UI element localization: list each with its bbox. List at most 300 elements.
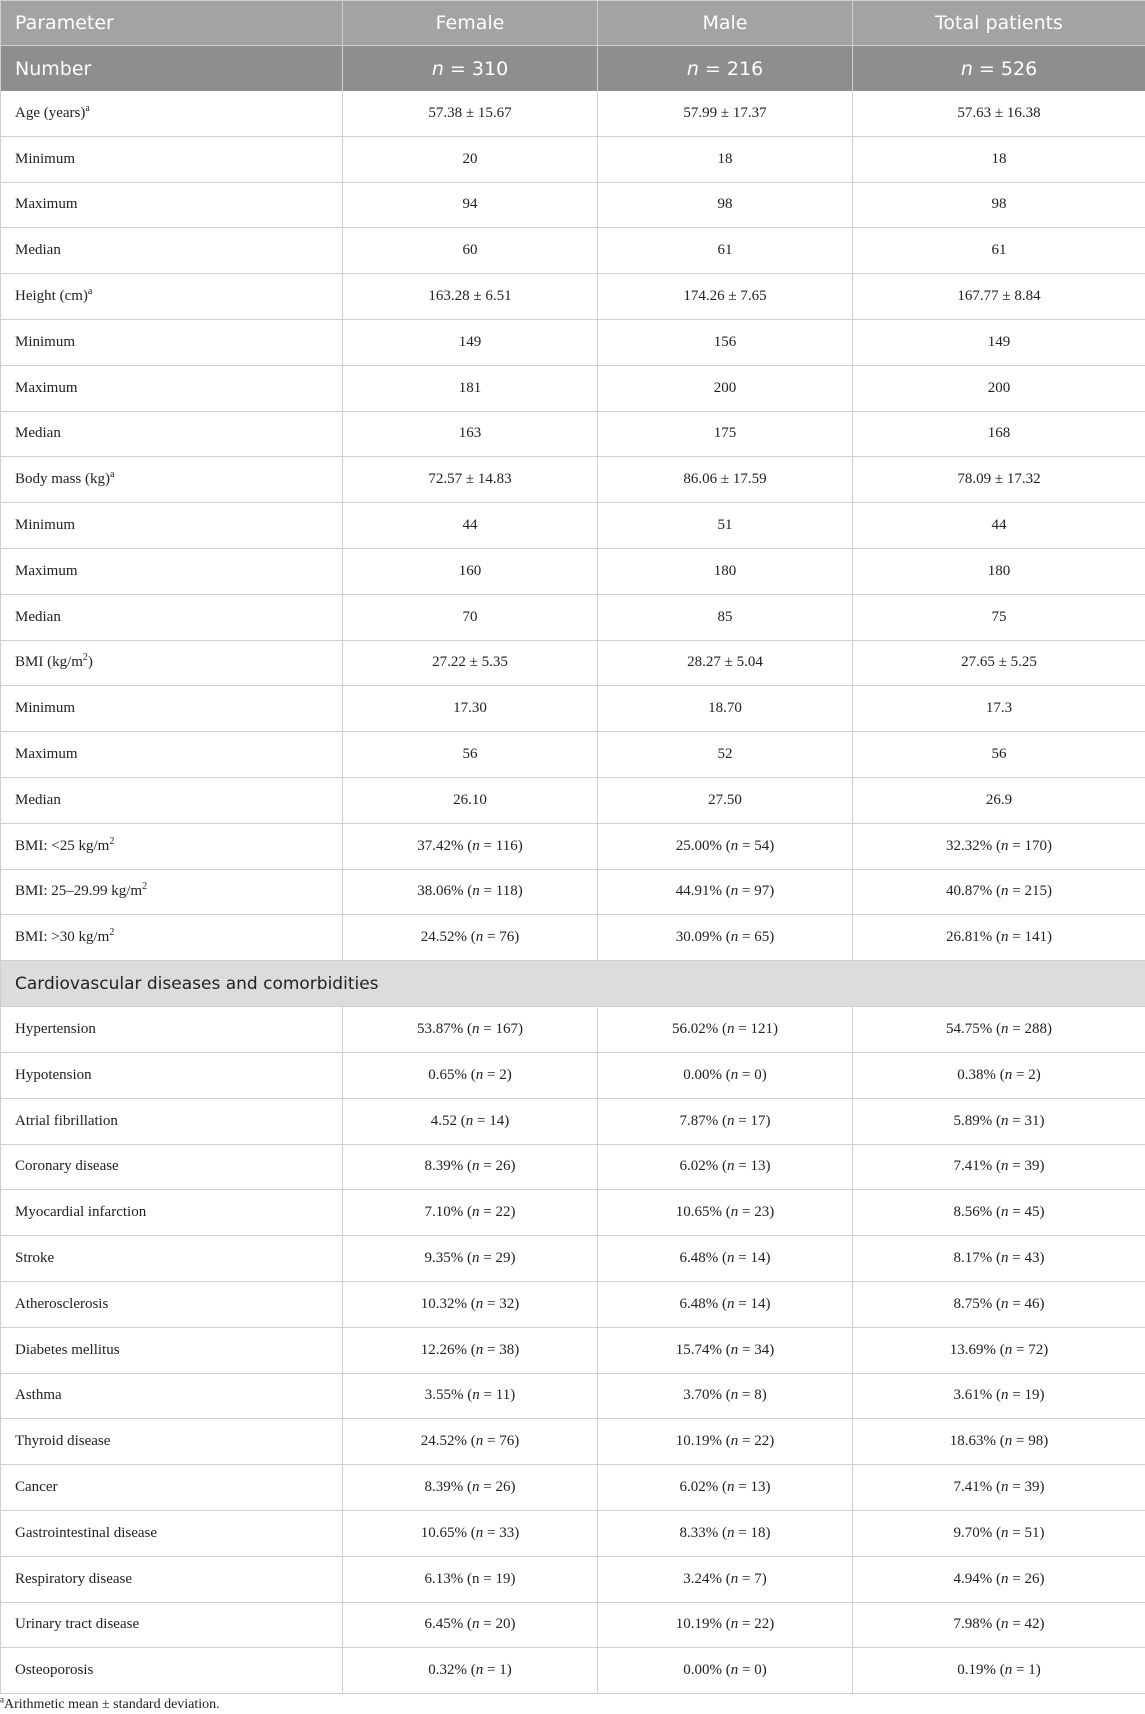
row-label <box>1 1510 343 1556</box>
number-female <box>343 46 598 92</box>
count-value: = 14) <box>734 1250 771 1267</box>
female-value <box>343 869 598 915</box>
table-footnote <box>0 1694 220 1713</box>
label-text: Age (years) <box>15 104 86 121</box>
table-row <box>1 686 1145 732</box>
count-value: = 51) <box>1008 1524 1045 1541</box>
percent-value: 12.26% ( <box>420 1341 476 1358</box>
total-value <box>853 1602 1145 1648</box>
female-value <box>343 1236 598 1282</box>
total-value <box>853 869 1145 915</box>
n-variable: n <box>730 929 739 946</box>
n-variable: n <box>730 1616 739 1633</box>
label-text: Atherosclerosis <box>15 1295 109 1312</box>
male-value: 18 <box>598 136 853 182</box>
label-superscript: a <box>87 286 93 298</box>
percent-value: 0.19% ( <box>957 1662 1005 1679</box>
female-value: 181 <box>343 365 598 411</box>
percent-value: 7.98% ( <box>953 1616 1002 1633</box>
percent-value: 18.63% ( <box>949 1433 1005 1450</box>
female-value: 20 <box>343 136 598 182</box>
label-text: Height (cm) <box>15 288 88 305</box>
n-variable: n <box>1004 1662 1013 1679</box>
row-label <box>1 1373 343 1419</box>
n-variable: n <box>727 1158 735 1175</box>
label-text: Atrial fibrillation <box>15 1112 118 1129</box>
header-total-patients: Total patients <box>853 1 1145 46</box>
label-text: Median <box>15 791 61 808</box>
label-text: Median <box>15 608 61 625</box>
row-label <box>1 274 343 320</box>
section-header-row <box>1 961 1145 1007</box>
count-value: = 14) <box>473 1112 510 1129</box>
n-variable: n <box>727 1250 735 1267</box>
n-variable: n <box>727 1524 735 1541</box>
row-label <box>1 869 343 915</box>
male-value: 52 <box>598 732 853 778</box>
male-value <box>598 1327 853 1373</box>
percent-value: 7.87% ( <box>679 1112 728 1129</box>
male-value <box>598 1052 853 1098</box>
n-variable: n <box>1001 1387 1009 1404</box>
percent-value: 30.09% ( <box>675 929 731 946</box>
n-variable: n <box>475 1433 484 1450</box>
male-value <box>598 915 853 961</box>
count-value: = 19) <box>1008 1387 1045 1404</box>
n-variable: n <box>472 1570 480 1587</box>
row-label <box>1 365 343 411</box>
percent-value: 6.45% ( <box>424 1616 473 1633</box>
n-variable: n <box>1001 1570 1009 1587</box>
n-variable: n <box>730 1433 739 1450</box>
total-value <box>853 1098 1145 1144</box>
label-superscript: 2 <box>109 835 115 847</box>
total-value: 17.3 <box>853 686 1145 732</box>
total-value <box>853 1236 1145 1282</box>
row-label <box>1 1098 343 1144</box>
percent-value: 8.39% ( <box>424 1479 473 1495</box>
male-value: 175 <box>598 411 853 457</box>
percent-value: 6.48% ( <box>679 1295 728 1312</box>
n-variable: n <box>727 1479 735 1495</box>
n-variable: n <box>1001 1524 1009 1541</box>
male-value: 51 <box>598 503 853 549</box>
row-label <box>1 457 343 503</box>
row-label <box>1 1281 343 1327</box>
percent-value: 0.32% ( <box>428 1662 476 1679</box>
percent-value: 9.35% ( <box>424 1250 473 1267</box>
percent-value: 10.19% ( <box>675 1433 731 1450</box>
table-row <box>1 1327 1145 1373</box>
count-value: = 97) <box>738 883 775 900</box>
table-row <box>1 136 1145 182</box>
row-label <box>1 1602 343 1648</box>
percent-value: 7.41% ( <box>953 1479 1002 1495</box>
male-value: 156 <box>598 319 853 365</box>
total-value: 26.9 <box>853 777 1145 823</box>
table-row <box>1 594 1145 640</box>
label-text: Hypertension <box>15 1021 96 1038</box>
label-text: Minimum <box>15 517 76 534</box>
female-value <box>343 1556 598 1602</box>
n-variable: n <box>1001 1021 1009 1038</box>
percent-value: 37.42% ( <box>417 837 473 854</box>
n-variable: n <box>472 1021 480 1038</box>
count-value: = 46) <box>1008 1295 1045 1312</box>
male-value <box>598 1465 853 1511</box>
row-label <box>1 1419 343 1465</box>
count-value: = 170) <box>1008 837 1052 854</box>
count-value: = 22) <box>479 1204 516 1221</box>
male-value <box>598 1419 853 1465</box>
total-value <box>853 915 1145 961</box>
male-value: 27.50 <box>598 777 853 823</box>
count-value: = 76) <box>483 929 520 946</box>
n-male-value: = 216 <box>698 57 764 80</box>
row-label <box>1 411 343 457</box>
percent-value: 8.39% ( <box>424 1158 473 1175</box>
n-variable: n <box>686 57 699 80</box>
n-variable: n <box>1001 837 1009 854</box>
male-value: 98 <box>598 182 853 228</box>
percent-value: 9.70% ( <box>953 1524 1002 1541</box>
n-variable: n <box>730 1341 739 1358</box>
female-value: 163.28 ± 6.51 <box>343 274 598 320</box>
percent-value: 3.24% ( <box>683 1570 731 1587</box>
count-value: = 121) <box>734 1021 778 1038</box>
female-value: 70 <box>343 594 598 640</box>
label-text: Thyroid disease <box>15 1433 111 1450</box>
row-label <box>1 823 343 869</box>
female-value <box>343 1144 598 1190</box>
count-value: = 118) <box>479 883 523 900</box>
n-variable: n <box>730 1570 739 1587</box>
percent-value: 13.69% ( <box>949 1341 1005 1358</box>
percent-value: 0.00% ( <box>683 1066 731 1083</box>
count-value: = 26) <box>479 1158 516 1175</box>
female-value: 44 <box>343 503 598 549</box>
n-variable: n <box>730 1066 739 1083</box>
female-value <box>343 823 598 869</box>
n-variable: n <box>727 1021 735 1038</box>
female-value <box>343 1052 598 1098</box>
n-variable: n <box>1004 1341 1013 1358</box>
n-variable: n <box>465 1112 474 1129</box>
label-text: Urinary tract disease <box>15 1616 140 1633</box>
header-male: Male <box>598 1 853 46</box>
total-value: 27.65 ± 5.25 <box>853 640 1145 686</box>
row-label <box>1 1556 343 1602</box>
count-value: = 26) <box>1008 1570 1045 1587</box>
count-value: = 76) <box>483 1433 520 1450</box>
male-value <box>598 1098 853 1144</box>
female-value: 60 <box>343 228 598 274</box>
percent-value: 6.48% ( <box>679 1250 728 1267</box>
label-text: Minimum <box>15 700 76 717</box>
percent-value: 4.52 ( <box>430 1112 466 1129</box>
count-value: = 1) <box>1012 1662 1041 1679</box>
percent-value: 53.87% ( <box>417 1021 473 1038</box>
total-value: 75 <box>853 594 1145 640</box>
male-value: 174.26 ± 7.65 <box>598 274 853 320</box>
count-value: = 8) <box>738 1387 767 1404</box>
row-label <box>1 503 343 549</box>
row-label <box>1 915 343 961</box>
total-value <box>853 1327 1145 1373</box>
percent-value: 44.91% ( <box>675 883 731 900</box>
table-row <box>1 1510 1145 1556</box>
table-row <box>1 365 1145 411</box>
row-label <box>1 594 343 640</box>
female-value: 72.57 ± 14.83 <box>343 457 598 503</box>
label-text: Minimum <box>15 150 76 167</box>
female-value <box>343 1602 598 1648</box>
female-value <box>343 1098 598 1144</box>
table-row <box>1 732 1145 778</box>
table-row <box>1 503 1145 549</box>
label-text: Myocardial infarction <box>15 1204 147 1221</box>
female-value: 149 <box>343 319 598 365</box>
label-superscript: 2 <box>82 652 88 664</box>
table-row <box>1 1602 1145 1648</box>
row-label <box>1 1648 343 1694</box>
n-variable: n <box>475 1341 484 1358</box>
n-variable: n <box>1004 1066 1013 1083</box>
n-variable: n <box>475 929 484 946</box>
total-value <box>853 1052 1145 1098</box>
total-value <box>853 1510 1145 1556</box>
n-variable: n <box>431 57 444 80</box>
row-label <box>1 1465 343 1511</box>
percent-value: 10.65% ( <box>675 1204 731 1221</box>
number-label: Number <box>1 46 343 92</box>
male-value <box>598 1236 853 1282</box>
total-value: 56 <box>853 732 1145 778</box>
n-variable: n <box>1001 1295 1009 1312</box>
count-value: = 32) <box>483 1295 520 1312</box>
n-female-value: = 310 <box>443 57 509 80</box>
count-value: = 39) <box>1008 1479 1045 1495</box>
table-row <box>1 1144 1145 1190</box>
male-value: 28.27 ± 5.04 <box>598 640 853 686</box>
count-value: = 20) <box>479 1616 516 1633</box>
count-value: = 72) <box>1012 1341 1049 1358</box>
n-variable: n <box>472 1204 480 1221</box>
male-value: 18.70 <box>598 686 853 732</box>
n-variable: n <box>475 1066 484 1083</box>
row-label <box>1 548 343 594</box>
total-value <box>853 1419 1145 1465</box>
table-row <box>1 182 1145 228</box>
female-value <box>343 1281 598 1327</box>
table-row <box>1 457 1145 503</box>
table-row <box>1 1052 1145 1098</box>
n-variable: n <box>730 1387 739 1404</box>
n-total-value: = 526 <box>972 57 1038 80</box>
table-row <box>1 1098 1145 1144</box>
male-value <box>598 1510 853 1556</box>
female-value <box>343 1007 598 1053</box>
female-value <box>343 915 598 961</box>
label-text: Gastrointestinal disease <box>15 1524 158 1541</box>
label-text: BMI: 25–29.99 kg/m <box>15 883 143 900</box>
count-value: = 54) <box>738 837 775 854</box>
percent-value: 10.32% ( <box>420 1295 476 1312</box>
percent-value: 8.75% ( <box>953 1295 1002 1312</box>
row-label <box>1 1144 343 1190</box>
percent-value: 10.19% ( <box>675 1616 731 1633</box>
percent-value: 8.56% ( <box>953 1204 1002 1221</box>
row-label <box>1 1327 343 1373</box>
count-value: = 13) <box>734 1158 771 1175</box>
count-value: = 22) <box>738 1616 775 1633</box>
n-variable: n <box>472 1616 480 1633</box>
row-label <box>1 319 343 365</box>
count-value: = 22) <box>738 1433 775 1450</box>
row-label <box>1 1190 343 1236</box>
table-row <box>1 1556 1145 1602</box>
total-value <box>853 1648 1145 1694</box>
label-text: Diabetes mellitus <box>15 1341 120 1358</box>
table-row <box>1 91 1145 136</box>
male-value <box>598 1373 853 1419</box>
table-row <box>1 640 1145 686</box>
count-value: = 31) <box>1008 1112 1045 1129</box>
n-variable: n <box>730 883 739 900</box>
total-value <box>853 823 1145 869</box>
n-variable: n <box>730 1662 739 1679</box>
percent-value: 8.17% ( <box>953 1250 1002 1267</box>
count-value: = 65) <box>738 929 775 946</box>
total-value <box>853 1465 1145 1511</box>
count-value: = 215) <box>1008 883 1052 900</box>
female-value: 57.38 ± 15.67 <box>343 91 598 136</box>
percent-value: 15.74% ( <box>675 1341 731 1358</box>
label-text: Respiratory disease <box>15 1570 133 1587</box>
male-value <box>598 1007 853 1053</box>
count-value: = 1) <box>483 1662 512 1679</box>
row-label <box>1 686 343 732</box>
n-variable: n <box>1001 1204 1009 1221</box>
male-value: 57.99 ± 17.37 <box>598 91 853 136</box>
female-value <box>343 1465 598 1511</box>
total-value: 168 <box>853 411 1145 457</box>
table-row <box>1 915 1145 961</box>
count-value: = 26) <box>479 1479 516 1495</box>
label-superscript: a <box>110 469 115 481</box>
n-variable: n <box>1001 883 1009 900</box>
total-value <box>853 1144 1145 1190</box>
percent-value: 3.70% ( <box>683 1387 731 1404</box>
male-value <box>598 823 853 869</box>
row-label <box>1 1236 343 1282</box>
label-text: Maximum <box>15 746 78 763</box>
row-label <box>1 640 343 686</box>
percent-value: 54.75% ( <box>946 1021 1002 1038</box>
female-value <box>343 1373 598 1419</box>
table-body <box>1 91 1145 1694</box>
percent-value: 3.55% ( <box>424 1387 473 1404</box>
total-value <box>853 1373 1145 1419</box>
count-value: = 39) <box>1008 1158 1045 1175</box>
n-variable: n <box>1001 1479 1009 1495</box>
n-variable: n <box>1001 1250 1009 1267</box>
percent-value: 0.65% ( <box>428 1066 476 1083</box>
table-row <box>1 274 1145 320</box>
percent-value: 8.33% ( <box>679 1524 728 1541</box>
table-row <box>1 411 1145 457</box>
n-variable: n <box>1001 929 1009 946</box>
count-value: = 7) <box>738 1570 767 1587</box>
table-row <box>1 823 1145 869</box>
label-text: Median <box>15 242 61 259</box>
count-value: = 38) <box>483 1341 520 1358</box>
male-value <box>598 1190 853 1236</box>
count-value: = 0) <box>738 1066 767 1083</box>
number-total <box>853 46 1145 92</box>
total-value <box>853 1190 1145 1236</box>
table-row <box>1 1190 1145 1236</box>
total-value <box>853 1007 1145 1053</box>
male-value <box>598 1281 853 1327</box>
n-variable: n <box>1001 1616 1009 1633</box>
n-variable: n <box>730 837 739 854</box>
header-female: Female <box>343 1 598 46</box>
female-value: 163 <box>343 411 598 457</box>
row-label <box>1 732 343 778</box>
count-value: = 18) <box>734 1524 771 1541</box>
percent-value: 6.13% ( <box>424 1570 473 1587</box>
label-text: BMI: <25 kg/m <box>15 837 110 854</box>
female-value: 160 <box>343 548 598 594</box>
percent-value: 24.52% ( <box>420 929 476 946</box>
total-value: 149 <box>853 319 1145 365</box>
label-text: Body mass (kg) <box>15 471 110 488</box>
percent-value: 10.65% ( <box>420 1524 476 1541</box>
label-text: Maximum <box>15 196 78 213</box>
row-label <box>1 136 343 182</box>
total-value: 61 <box>853 228 1145 274</box>
footnote-marker: a <box>0 1694 4 1705</box>
label-text: Hypotension <box>15 1066 92 1083</box>
count-value: = 2) <box>1012 1066 1041 1083</box>
n-variable: n <box>475 1295 484 1312</box>
total-value <box>853 1556 1145 1602</box>
female-value <box>343 1648 598 1694</box>
table-row <box>1 777 1145 823</box>
n-variable: n <box>1004 1433 1013 1450</box>
n-variable: n <box>472 1250 480 1267</box>
table-row <box>1 548 1145 594</box>
table-row <box>1 1419 1145 1465</box>
footnote-text: Arithmetic mean ± standard deviation. <box>4 1697 220 1712</box>
label-superscript: 2 <box>109 927 115 939</box>
male-value <box>598 1556 853 1602</box>
female-value <box>343 1419 598 1465</box>
count-value: = 33) <box>483 1524 520 1541</box>
total-value: 44 <box>853 503 1145 549</box>
male-value: 200 <box>598 365 853 411</box>
label-text: Stroke <box>15 1250 55 1267</box>
male-value: 86.06 ± 17.59 <box>598 457 853 503</box>
percent-value: 0.00% ( <box>683 1662 731 1679</box>
row-label <box>1 1007 343 1053</box>
total-value: 57.63 ± 16.38 <box>853 91 1145 136</box>
table-row <box>1 228 1145 274</box>
n-variable: n <box>727 1295 735 1312</box>
n-variable: n <box>730 1204 739 1221</box>
label-superscript: 2 <box>142 881 148 893</box>
